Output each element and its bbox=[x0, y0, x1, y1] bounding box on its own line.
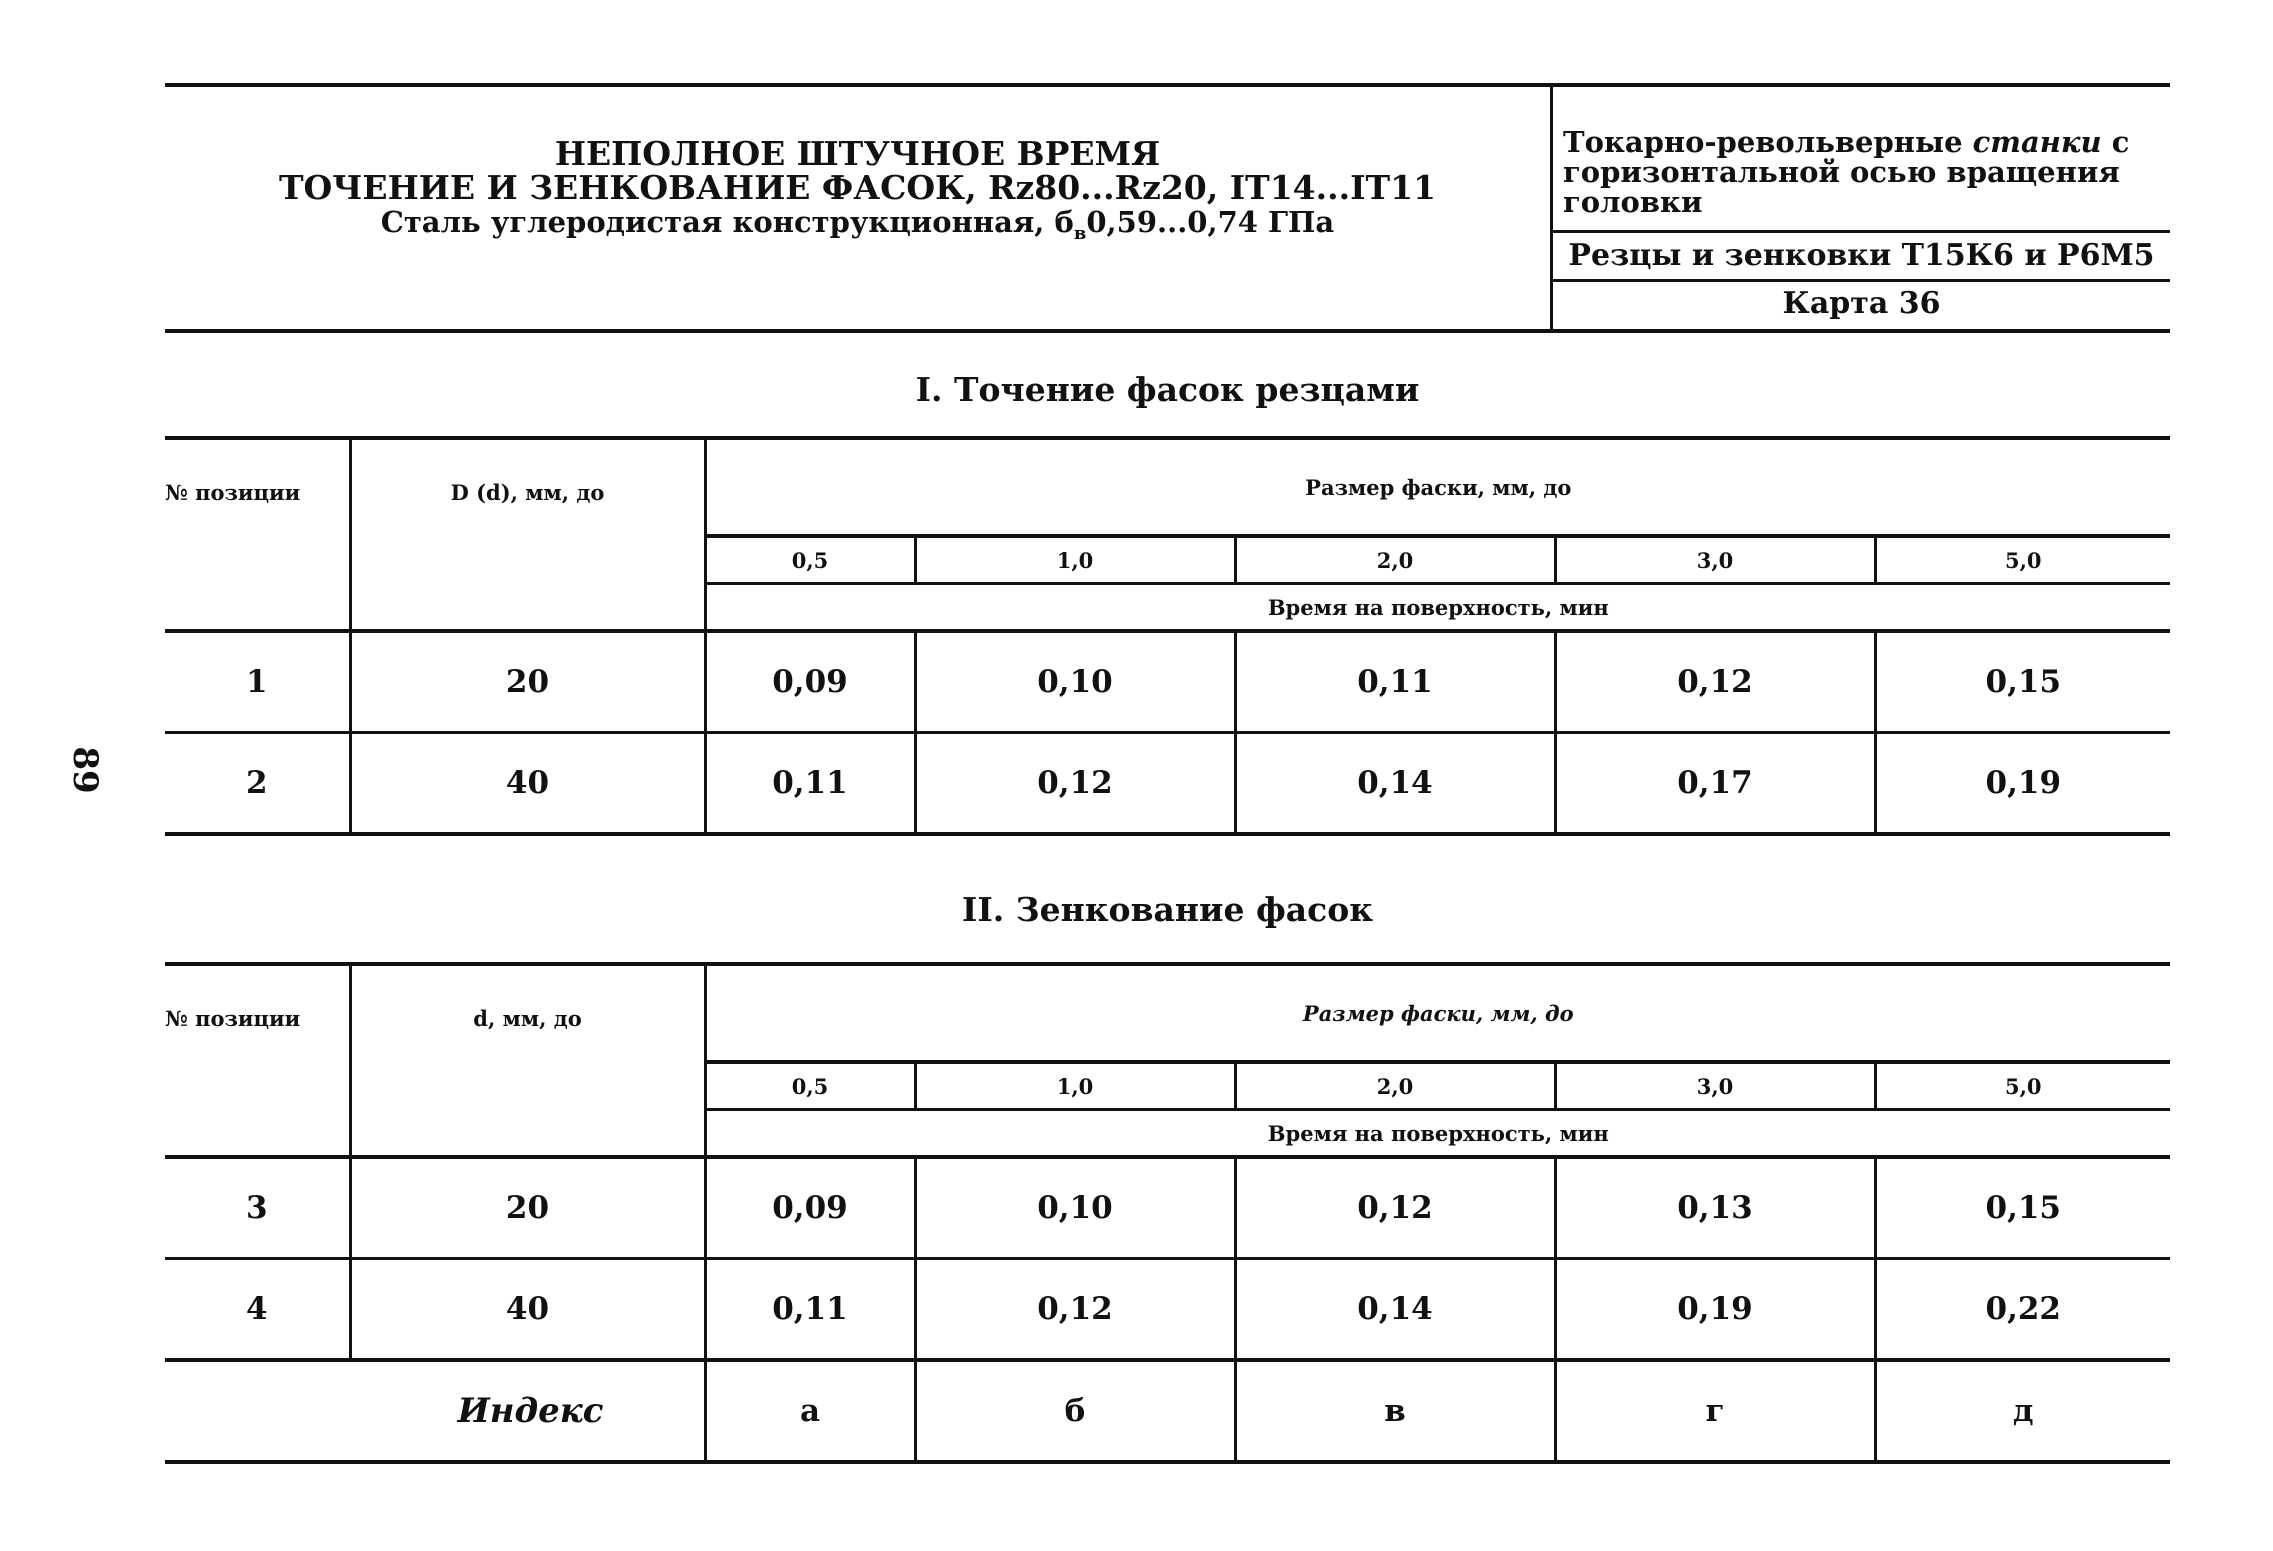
index-cell: а bbox=[705, 1360, 915, 1462]
cell-time: 0,12 bbox=[1235, 1157, 1555, 1259]
cell-time: 0,12 bbox=[1555, 631, 1875, 733]
index-cell: б bbox=[915, 1360, 1235, 1462]
cell-time: 0,10 bbox=[915, 631, 1235, 733]
cell-time: 0,09 bbox=[705, 631, 915, 733]
size-header: 5,0 bbox=[2005, 547, 2042, 573]
material-subtitle bbox=[165, 205, 1550, 251]
header-title-block bbox=[165, 87, 1553, 329]
machine-line1-a: Токарно-револьверные bbox=[1563, 125, 1973, 159]
cell-time: 0,13 bbox=[1555, 1157, 1875, 1259]
col-header-diameter: D (d), мм, до bbox=[350, 438, 705, 631]
subtitle-range: 0,59...0,74 ГПа bbox=[1086, 205, 1335, 239]
subtitle-subscript: в bbox=[1073, 222, 1087, 244]
size-header: 3,0 bbox=[1555, 1062, 1875, 1110]
cell-position: 4 bbox=[165, 1259, 350, 1361]
cell-time: 0,22 bbox=[1985, 1291, 2062, 1327]
cell-diameter: 40 bbox=[350, 733, 705, 835]
card-number: Карта 36 bbox=[1782, 286, 1941, 321]
size-header: 1,0 bbox=[915, 536, 1235, 584]
title-line-1: НЕПОЛНОЕ ШТУЧНОЕ ВРЕМЯ bbox=[554, 134, 1161, 173]
header-info-block bbox=[1553, 87, 2170, 329]
index-label: Индекс bbox=[165, 1360, 705, 1462]
cell-time: 0,19 bbox=[1555, 1259, 1875, 1361]
index-cell: в bbox=[1235, 1360, 1555, 1462]
size-header: 3,0 bbox=[1555, 536, 1875, 584]
machine-type bbox=[1563, 127, 2170, 217]
section-2-table bbox=[165, 962, 2170, 1464]
page-number: 89 bbox=[65, 746, 105, 794]
size-header: 0,5 bbox=[705, 1062, 915, 1110]
size-header: 0,5 bbox=[705, 536, 915, 584]
cell-diameter: 40 bbox=[350, 1259, 705, 1361]
table-row bbox=[165, 1157, 2170, 1259]
cell-diameter: 20 bbox=[350, 631, 705, 733]
time-label: Время на поверхность, мин bbox=[705, 584, 2170, 632]
section-1-table bbox=[165, 436, 2170, 836]
cell-time: 0,19 bbox=[1985, 765, 2062, 801]
index-cell: д bbox=[2012, 1393, 2034, 1429]
cell-time: 0,14 bbox=[1235, 1259, 1555, 1361]
col-header-chamfer-size: Размер фаски, мм, до bbox=[705, 438, 2170, 536]
title-line-2: ТОЧЕНИЕ И ЗЕНКОВАНИЕ ФАСОК, Rz80...Rz20, IT14...IT11 bbox=[278, 168, 1437, 207]
cell-time: 0,11 bbox=[705, 1259, 915, 1361]
col-header-position: № позиции bbox=[165, 438, 350, 631]
table-row bbox=[165, 631, 2170, 733]
col-header-position: № позиции bbox=[165, 964, 350, 1157]
machine-line1-c: с bbox=[2101, 125, 2130, 159]
cell-time: 0,09 bbox=[705, 1157, 915, 1259]
size-header: 1,0 bbox=[915, 1062, 1235, 1110]
machine-line1-b: станки bbox=[1972, 125, 2102, 159]
cell-time: 0,11 bbox=[705, 733, 915, 835]
header-block bbox=[165, 83, 2170, 333]
subtitle-main: Сталь углеродистая конструкционная, б bbox=[380, 205, 1074, 239]
size-header: 2,0 bbox=[1235, 1062, 1555, 1110]
section-2-title: II. Зенкование фасок bbox=[961, 890, 1374, 929]
cell-time: 0,10 bbox=[915, 1157, 1235, 1259]
col-header-chamfer-size: Размер фаски, мм, до bbox=[705, 964, 2170, 1062]
size-header: 5,0 bbox=[2004, 1073, 2042, 1099]
table-row bbox=[165, 733, 2170, 835]
time-label: Время на поверхность, мин bbox=[705, 1110, 2170, 1158]
cell-time: 0,14 bbox=[1235, 733, 1555, 835]
col-header-diameter: d, мм, до bbox=[350, 964, 705, 1157]
cell-time: 0,12 bbox=[915, 1259, 1235, 1361]
cell-position: 1 bbox=[165, 631, 350, 733]
cell-time: 0,12 bbox=[915, 733, 1235, 835]
machine-line2: горизонтальной осью вращения головки bbox=[1563, 155, 2120, 219]
section-1-title: I. Точение фасок резцами bbox=[915, 370, 1420, 409]
table-row bbox=[165, 1259, 2170, 1361]
size-header: 2,0 bbox=[1235, 536, 1555, 584]
cell-time: 0,15 bbox=[1985, 664, 2062, 700]
index-row bbox=[165, 1360, 2170, 1462]
cell-time: 0,15 bbox=[1985, 1190, 2062, 1226]
cell-time: 0,11 bbox=[1235, 631, 1555, 733]
cell-time: 0,17 bbox=[1555, 733, 1875, 835]
cell-position: 2 bbox=[165, 733, 350, 835]
tools-label: Резцы и зенковки Т15К6 и Р6М5 bbox=[1553, 230, 2170, 282]
index-cell: г bbox=[1555, 1360, 1875, 1462]
cell-position: 3 bbox=[165, 1157, 350, 1259]
cell-diameter: 20 bbox=[350, 1157, 705, 1259]
